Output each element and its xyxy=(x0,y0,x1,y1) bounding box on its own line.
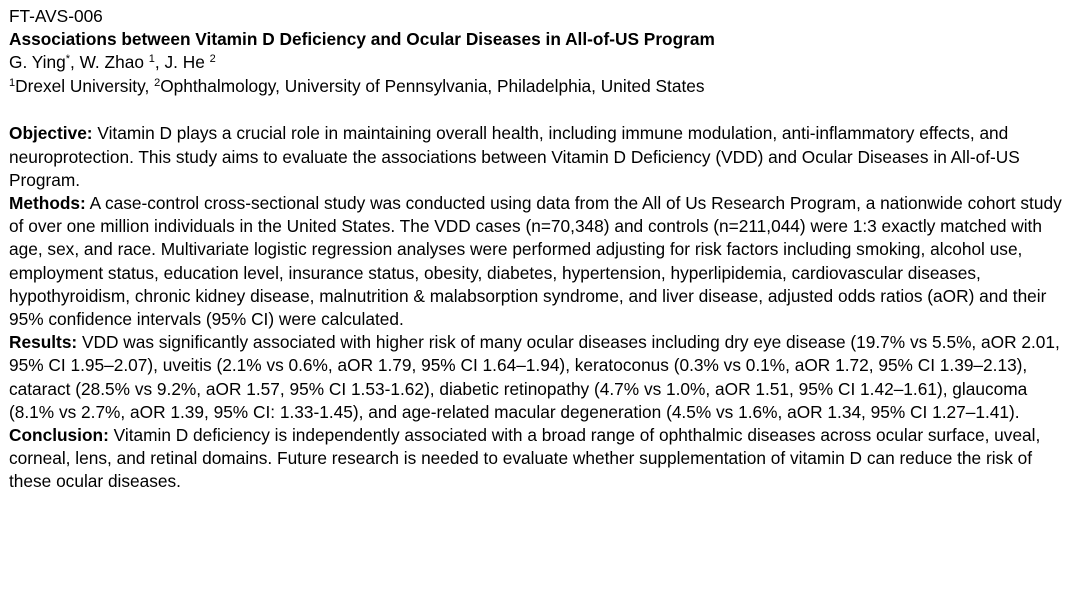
author-separator: , xyxy=(154,52,165,73)
author xyxy=(80,52,165,72)
author-name: G. Ying xyxy=(9,52,66,73)
methods-heading: Methods: xyxy=(9,192,86,213)
objective-heading: Objective: xyxy=(9,123,93,144)
results-heading: Results: xyxy=(9,332,78,353)
affiliation-name: Ophthalmology, University of Pennsylvania, Philadelphia, United States xyxy=(160,75,705,96)
methods-text: A case-control cross-sectional study was conducted using data from the All of Us Research Program, a nationwide cohort study of over one million individuals in the United States. The VDD cases (n=70,348) and controls (n=211,044) were 1:3 exactly matched with age, sex, and race. Multivariate logistic regression analyses were performed adjusting for risk factors including smoking, alcohol use, employment status, education level, insurance status, obesity, diabetes, hypertension, hyperlipidemia, cardiovascular diseases, hypothyroidism, chronic kidney disease, malnutrition & malabsorption syndrome, and liver disease, adjusted odds ratios (aOR) and their 95% confidence intervals (95% CI) were calculated. xyxy=(9,192,1062,329)
affiliation xyxy=(154,76,704,96)
objective-text: Vitamin D plays a crucial role in maintaining overall health, including immune modulation, anti-inflammatory effects, and neuroprotection. This study aims to evaluate the associations between Vitamin D Deficiency (VDD) and Ocular Diseases in All-of-US Program. xyxy=(9,123,1020,190)
affiliation-mark: 1 xyxy=(9,76,16,89)
conclusion-text: Vitamin D deficiency is independently associated with a broad range of ophthalmic diseases across ocular surface, uveal, corneal, lens, and retinal domains. Future research is needed to evaluate whether supplementation of vitamin D can reduce the risk of these ocular diseases. xyxy=(9,424,1041,492)
author-name: J. He xyxy=(164,52,210,73)
author xyxy=(9,52,80,72)
affiliation-list xyxy=(9,75,1071,98)
author xyxy=(164,52,215,72)
results-section xyxy=(9,331,1071,424)
conclusion-heading: Conclusion: xyxy=(9,424,109,445)
affiliation-separator: , xyxy=(144,75,155,96)
affiliation-mark: 2 xyxy=(154,76,161,89)
conclusion-section xyxy=(9,424,1071,494)
abstract-id: FT-AVS-006 xyxy=(9,6,103,26)
blank-line xyxy=(9,98,1071,123)
abstract-title: Associations between Vitamin D Deficiency and Ocular Diseases in All-of-US Program xyxy=(9,29,715,50)
author-mark: * xyxy=(65,53,70,66)
author-separator: , xyxy=(69,52,80,73)
abstract-page xyxy=(9,5,1071,494)
affiliation-name: Drexel University xyxy=(15,75,145,96)
author-list xyxy=(9,51,1071,74)
affiliation xyxy=(9,76,154,96)
methods-section xyxy=(9,192,1071,331)
author-mark: 1 xyxy=(148,53,155,66)
objective-section xyxy=(9,122,1071,192)
author-mark: 2 xyxy=(209,53,216,66)
results-text: VDD was significantly associated with higher risk of many ocular diseases including dry eye disease (19.7% vs 5.5%, aOR 2.01, 95% CI 1.95–2.07), uveitis (2.1% vs 0.6%, aOR 1.79, 95% CI 1.64–1.94), keratoconus (0.3% vs 0.1%, aOR 1.72, 95% CI 1.39–2.13), cataract (28.5% vs 9.2%, aOR 1.57, 95% CI 1.53-1.62), diabetic retinopathy (4.7% vs 1.0%, aOR 1.51, 95% CI 1.42–1.61), glaucoma (8.1% vs 2.7%, aOR 1.39, 95% CI: 1.33-1.45), and age-related macular degeneration (4.5% vs 1.6%, aOR 1.34, 95% CI 1.27–1.41). xyxy=(9,332,1060,422)
author-name: W. Zhao xyxy=(79,52,149,73)
